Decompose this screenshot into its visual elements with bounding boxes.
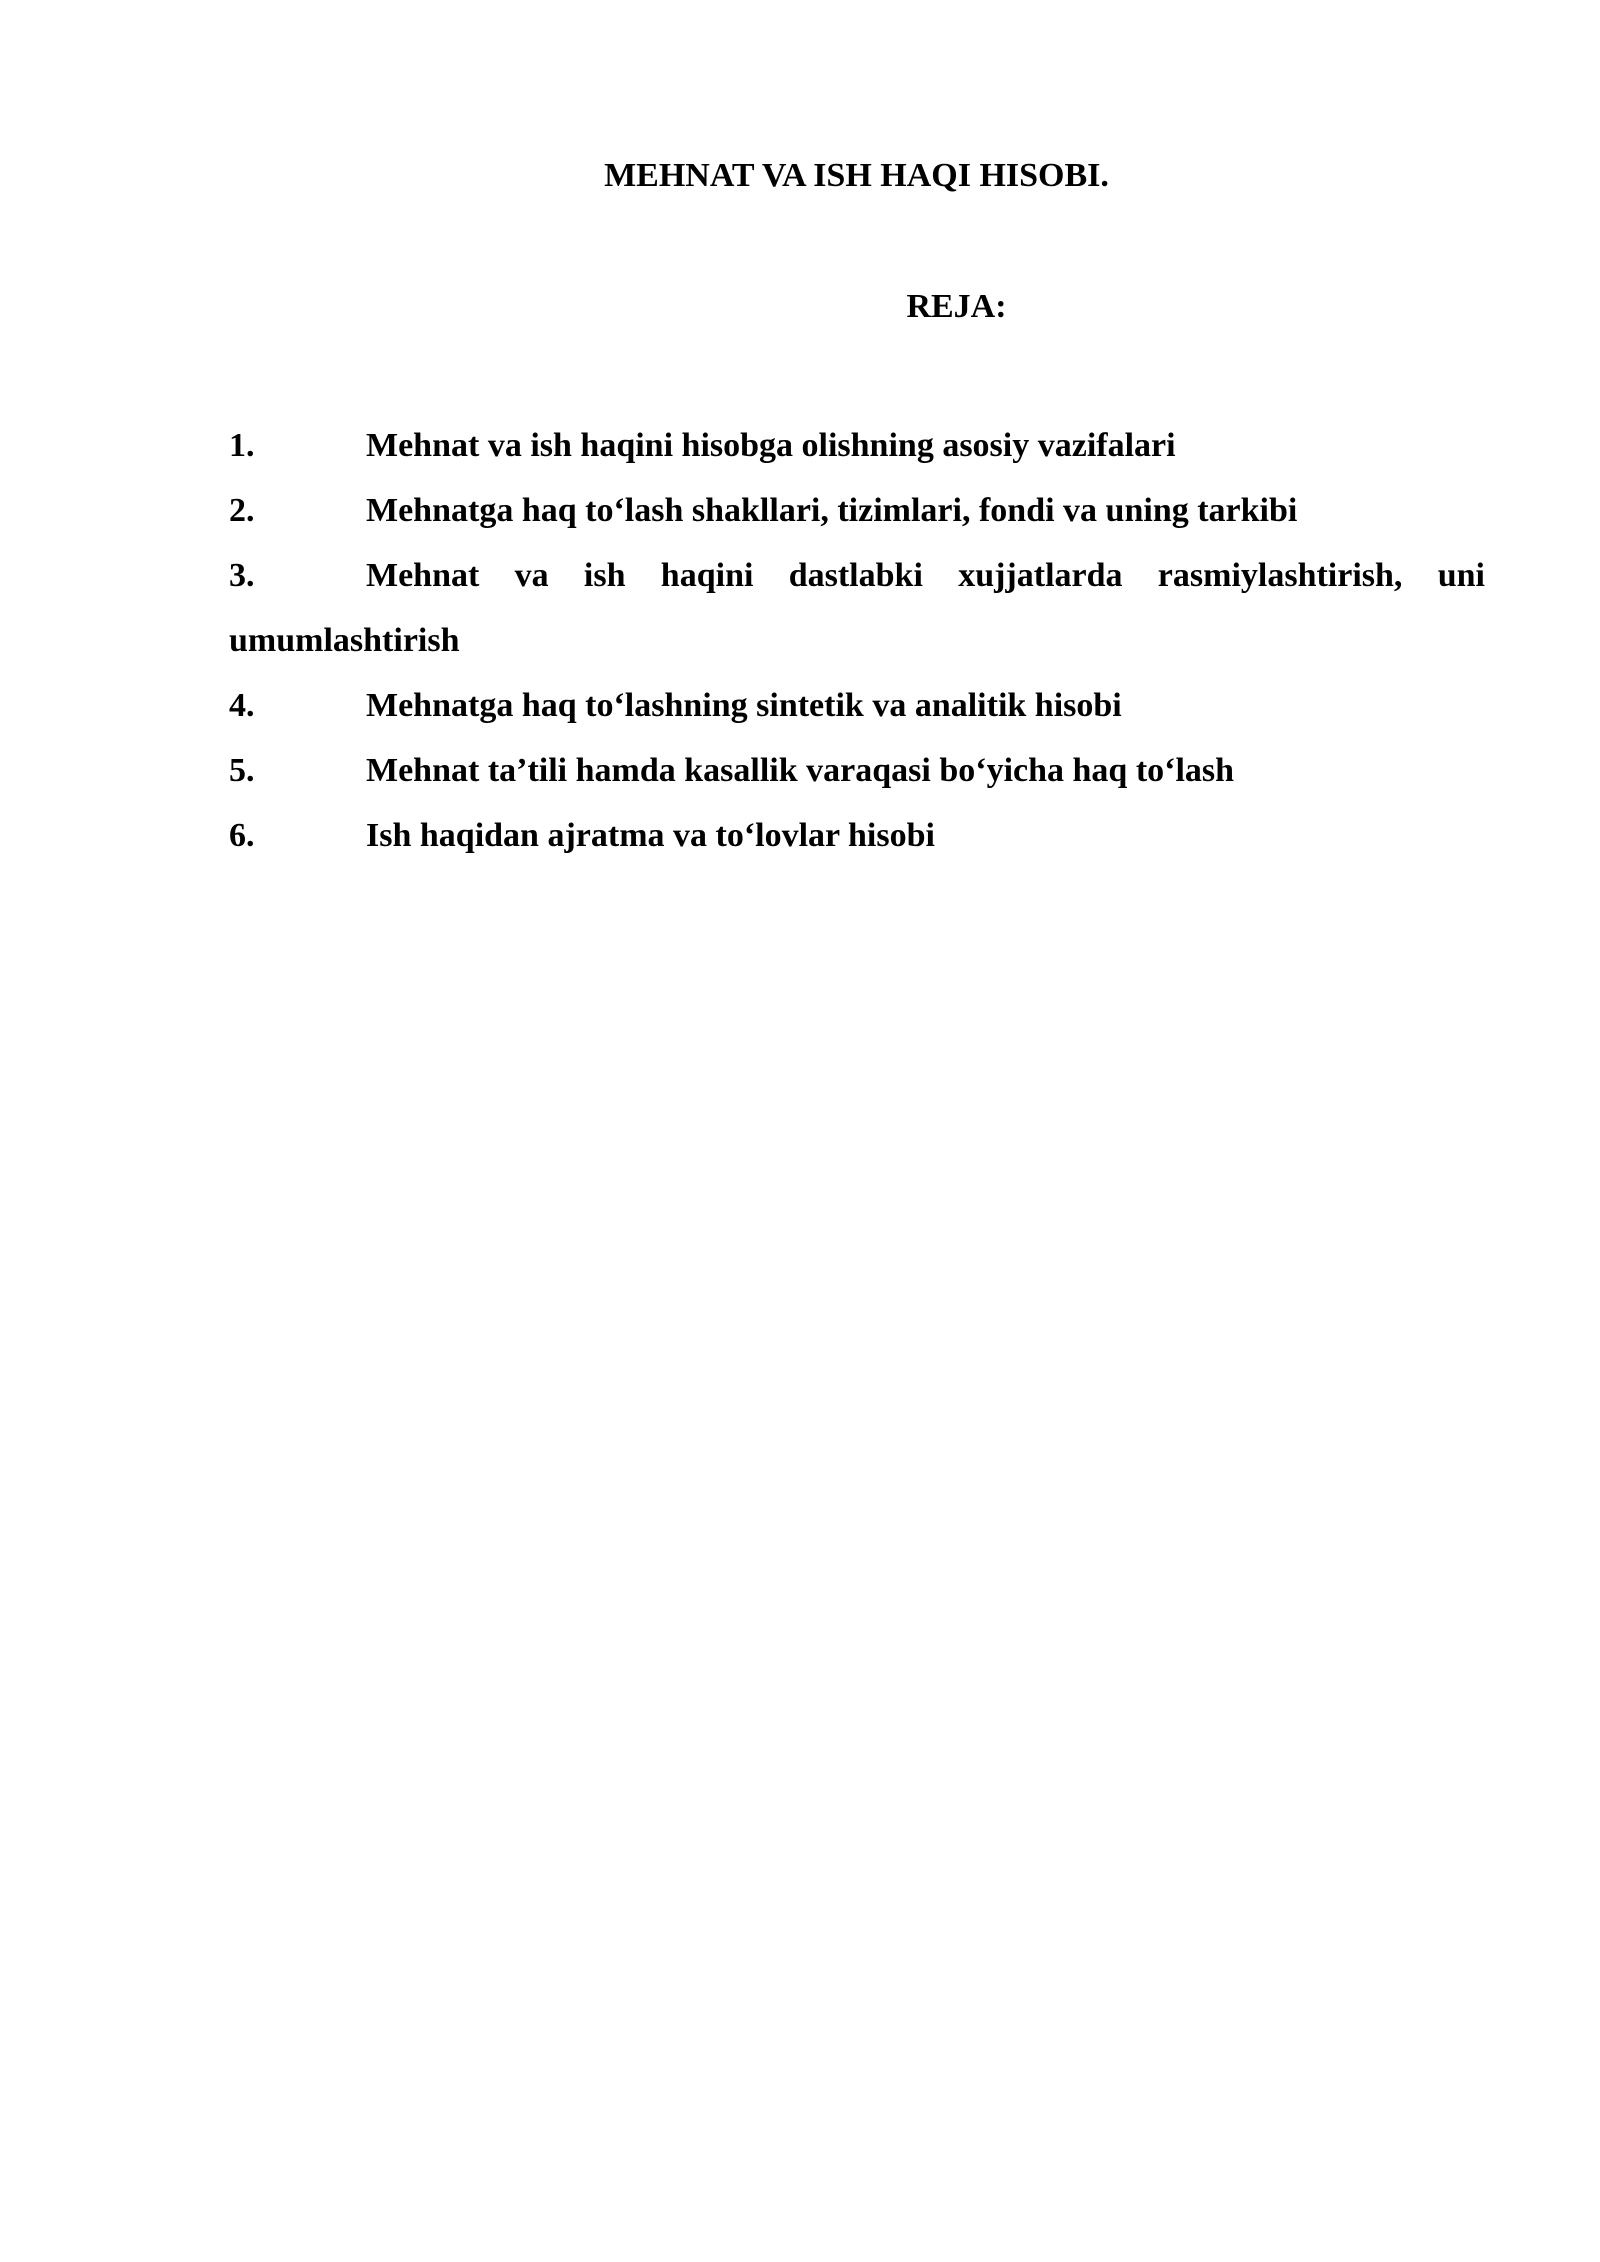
plan-item-1	[229, 413, 1485, 478]
plan-item-3	[229, 543, 1485, 673]
document-title: MEHNAT VA ISH HAQI HISOBI.	[604, 157, 1109, 194]
plan-heading: REJA:	[906, 288, 1007, 325]
plan-item-text: Ish haqidan ajratma va to‘lovlar hisobi	[366, 817, 935, 854]
plan-item-4	[229, 673, 1485, 738]
plan-item-text: Mehnatga haq to‘lashning sintetik va analitik hisobi	[366, 687, 1122, 724]
plan-item-text: Mehnat ta’tili hamda kasallik varaqasi bo‘yicha haq to‘lash	[366, 752, 1235, 789]
plan-item-text: Mehnat va ish haqini hisobga olishning asosiy vazifalari	[366, 427, 1176, 464]
plan-item-2	[229, 478, 1485, 543]
plan-item-number: 3.	[229, 557, 255, 594]
plan-list	[229, 413, 1485, 868]
plan-item-number: 5.	[229, 752, 255, 789]
plan-item-text: Mehnatga haq to‘lash shakllari, tizimlari, fondi va uning tarkibi	[366, 492, 1298, 529]
plan-item-number: 2.	[229, 492, 255, 529]
plan-item-6	[229, 803, 1485, 868]
plan-item-text: Mehnat va ish haqini dastlabki xujjatlarda rasmiylashtirish, uni umumlashtirish	[229, 557, 1485, 659]
plan-item-number: 1.	[229, 427, 255, 464]
plan-item-5	[229, 738, 1485, 803]
plan-item-number: 4.	[229, 687, 255, 724]
plan-item-number: 6.	[229, 817, 255, 854]
